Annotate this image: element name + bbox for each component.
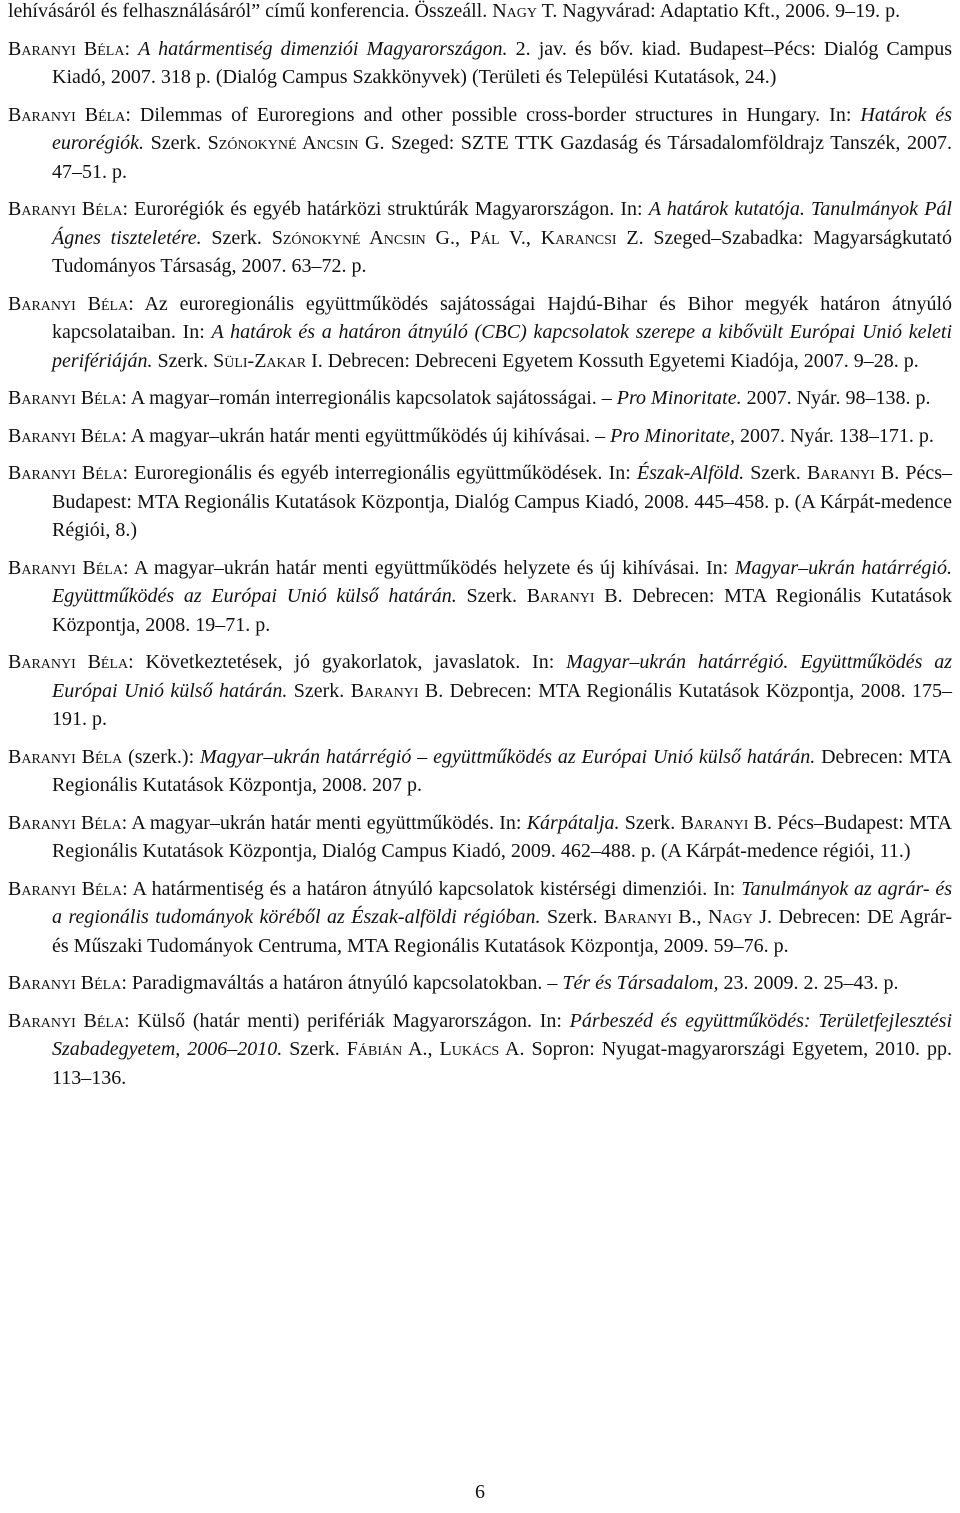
reference-text: : A magyar–ukrán határ menti együttműködés új kihívásai. –	[121, 424, 611, 447]
page-number: 6	[475, 1481, 485, 1503]
reference-text: (szerk.):	[122, 745, 201, 768]
author-name: Baranyi Béla	[8, 103, 126, 126]
reference-entry	[8, 648, 952, 734]
reference-entry	[8, 743, 952, 800]
reference-text: : A magyar–ukrán határ menti együttműködés. In:	[121, 811, 527, 834]
author-name: Lukács	[439, 1038, 500, 1060]
title-italic: A határok kutatója. Tanulmányok Pál Ágnes tiszteletére.	[52, 198, 952, 249]
author-name: Szónokyné Ancsin	[271, 226, 426, 249]
author-name: Baranyi Béla	[8, 1009, 125, 1032]
title-italic: Magyar–ukrán határrégió. Együttműködés az Európai Unió külső határán.	[52, 556, 952, 607]
reference-text: T. Nagyvárad: Adaptatio Kft., 2006. 9–19. p.	[537, 0, 901, 22]
author-name: Süli-Zakar	[213, 349, 307, 372]
reference-text: V.,	[499, 226, 541, 249]
reference-entry	[8, 384, 952, 413]
reference-entry	[8, 809, 952, 866]
title-italic: Tér és Társadalom,	[562, 972, 719, 994]
reference-text: 2. jav. és bőv. kiad. Budapest–Pécs: Dialóg Campus Kiadó, 2007. 318 p. (Dialóg Campus Szakkönyvek) (Területi és Települési Kutatások, 24.)	[52, 37, 952, 88]
title-italic: Határok és eurorégiók.	[52, 103, 953, 154]
reference-text: : Dilemmas of Euroregions and other possible cross-border structures in Hungary. In:	[125, 103, 861, 126]
author-name: Nagy	[707, 906, 753, 928]
reference-entry	[8, 1007, 953, 1093]
author-name: Fábián	[346, 1038, 403, 1060]
reference-entry	[8, 290, 953, 376]
reference-text: G. Szeged: SZTE TTK Gazdaság és Társadalomföldrajz Tanszék, 2007. 47–51. p.	[52, 132, 952, 183]
reference-text: Szerk.	[201, 226, 272, 249]
title-italic: Kárpátalja.	[526, 811, 620, 834]
reference-text: Z. Szeged–Szabadka: Magyarságkutató Tudományos Társaság, 2007. 63–72. p.	[52, 226, 952, 277]
reference-text: Szerk.	[287, 679, 351, 702]
reference-text: B. Pécs–Budapest: MTA Regionális Kutatások Központja, Dialóg Campus Kiadó, 2009. 462–488. p. (A Kárpát-medence régiói, 11.)	[52, 811, 952, 862]
reference-text: Szerk.	[744, 462, 807, 484]
author-name: Baranyi	[603, 906, 672, 928]
author-name: Baranyi Béla	[8, 651, 129, 673]
reference-text: Szerk.	[282, 1038, 347, 1060]
title-italic: Pro Minoritate.	[616, 387, 742, 409]
author-name: Pál	[469, 226, 500, 249]
reference-text: :	[124, 37, 139, 60]
reference-text: 23. 2009. 2. 25–43. p.	[718, 972, 899, 994]
author-name: Baranyi Béla	[8, 198, 123, 220]
author-name: Baranyi Béla	[8, 972, 122, 994]
reference-text: B. Pécs–Budapest: MTA Regionális Kutatások Központja, Dialóg Campus Kiadó, 2008. 445–458. p. (A Kárpát-medence Régiói, 8.)	[52, 462, 952, 541]
reference-text: 2007. Nyár. 98–138. p.	[741, 387, 931, 409]
author-name: Baranyi Béla	[8, 424, 122, 447]
title-italic: Párbeszéd és együttműködés: Területfejlesztési Szabadegyetem, 2006–2010.	[52, 1009, 952, 1060]
title-italic: Pro Minoritate,	[610, 424, 735, 447]
reference-text: Debrecen: MTA Regionális Kutatások Központja, 2008. 207 p.	[52, 745, 952, 796]
reference-text: Szerk.	[456, 585, 527, 607]
reference-text: : A határmentiség és a határon átnyúló kapcsolatok kistérségi dimenziói. In:	[122, 877, 742, 900]
reference-text: G.,	[425, 226, 470, 249]
author-name: Baranyi	[680, 811, 749, 834]
reference-entry	[8, 101, 953, 187]
reference-text: B.,	[671, 906, 708, 928]
title-italic: Magyar–ukrán határrégió. Együttműködés az Európai Unió külső határán.	[52, 651, 952, 702]
author-name: Baranyi	[806, 462, 875, 484]
author-name: Baranyi Béla	[8, 387, 122, 409]
author-name: Baranyi	[526, 585, 595, 607]
reference-text: : Euroregionális és egyéb interregionális együttműködések. In:	[122, 462, 637, 484]
author-name: Baranyi Béla	[8, 37, 125, 60]
reference-text: Szerk.	[540, 906, 604, 928]
author-name: Nagy	[492, 0, 538, 22]
title-italic: Tanulmányok az agrár- és a regionális tudományok köréből az Észak-alföldi régióban.	[52, 877, 952, 928]
title-italic: Észak-Alföld.	[636, 462, 745, 484]
reference-text: B. Debrecen: MTA Regionális Kutatások Központja, 2008. 19–71. p.	[52, 585, 953, 636]
reference-text: I. Debrecen: Debreceni Egyetem Kossuth Egyetemi Kiadója, 2007. 9–28. p.	[306, 349, 919, 372]
author-name: Baranyi Béla	[8, 745, 123, 768]
author-name: Baranyi Béla	[8, 556, 123, 579]
reference-entry	[8, 969, 952, 998]
title-italic: Magyar–ukrán határrégió – együttműködés az Európai Unió külső határán.	[200, 745, 816, 768]
author-name: Karancsi	[540, 226, 617, 249]
reference-text: : Az euroregionális együttműködés sajátosságai Hajdú-Bihar és Bihor megyék határon átnyúló kapcsolataiban. In:	[52, 292, 952, 343]
author-name: Baranyi Béla	[8, 877, 123, 900]
reference-text: A.,	[402, 1038, 440, 1060]
reference-entry	[8, 459, 952, 545]
reference-text: : Paradigmaváltás a határon átnyúló kapcsolatokban. –	[121, 972, 563, 994]
reference-entry	[8, 195, 952, 281]
reference-entry	[8, 422, 952, 451]
reference-text: B. Debrecen: MTA Regionális Kutatások Központja, 2008. 175–191. p.	[52, 679, 952, 730]
reference-text: : A magyar–román interregionális kapcsolatok sajátosságai. –	[121, 387, 617, 409]
reference-text: Szerk.	[144, 132, 208, 154]
reference-text: Szerk.	[619, 811, 681, 834]
reference-text: Szerk.	[152, 349, 214, 372]
title-italic: A határok és a határon átnyúló (CBC) kapcsolatok szerepe a kibővült Európai Unió keleti perifériáján.	[52, 321, 953, 372]
title-italic: A határmentiség dimenziói Magyarországon.	[138, 37, 508, 60]
author-name: Baranyi Béla	[8, 292, 129, 315]
reference-entry	[8, 554, 953, 640]
reference-text: : Külső (határ menti) perifériák Magyarországon. In:	[124, 1009, 570, 1032]
reference-entry	[8, 875, 952, 961]
reference-entry	[8, 35, 952, 92]
reference-text: : Következtetések, jó gyakorlatok, javaslatok. In:	[128, 651, 567, 673]
reference-text: : A magyar–ukrán határ menti együttműködés helyzete és új kihívásai. In:	[122, 556, 735, 579]
author-name: Szónokyné Ancsin	[207, 132, 359, 154]
reference-text: : Eurorégiók és egyéb határközi struktúrák Magyarországon. In:	[122, 198, 649, 220]
reference-text: 2007. Nyár. 138–171. p.	[734, 424, 934, 447]
author-name: Baranyi	[350, 679, 419, 702]
reference-text: lehívásáról és felhasználásáról” című konferencia. Összeáll.	[8, 0, 493, 22]
reference-text: A. Sopron: Nyugat-magyarországi Egyetem, 2010. pp. 113–136.	[52, 1038, 953, 1089]
reference-text: J. Debrecen: DE Agrár- és Műszaki Tudományok Centruma, MTA Regionális Kutatások Központja, 2009. 59–76. p.	[52, 906, 952, 957]
reference-entry	[8, 0, 952, 26]
author-name: Baranyi Béla	[8, 811, 122, 834]
author-name: Baranyi Béla	[8, 462, 123, 484]
